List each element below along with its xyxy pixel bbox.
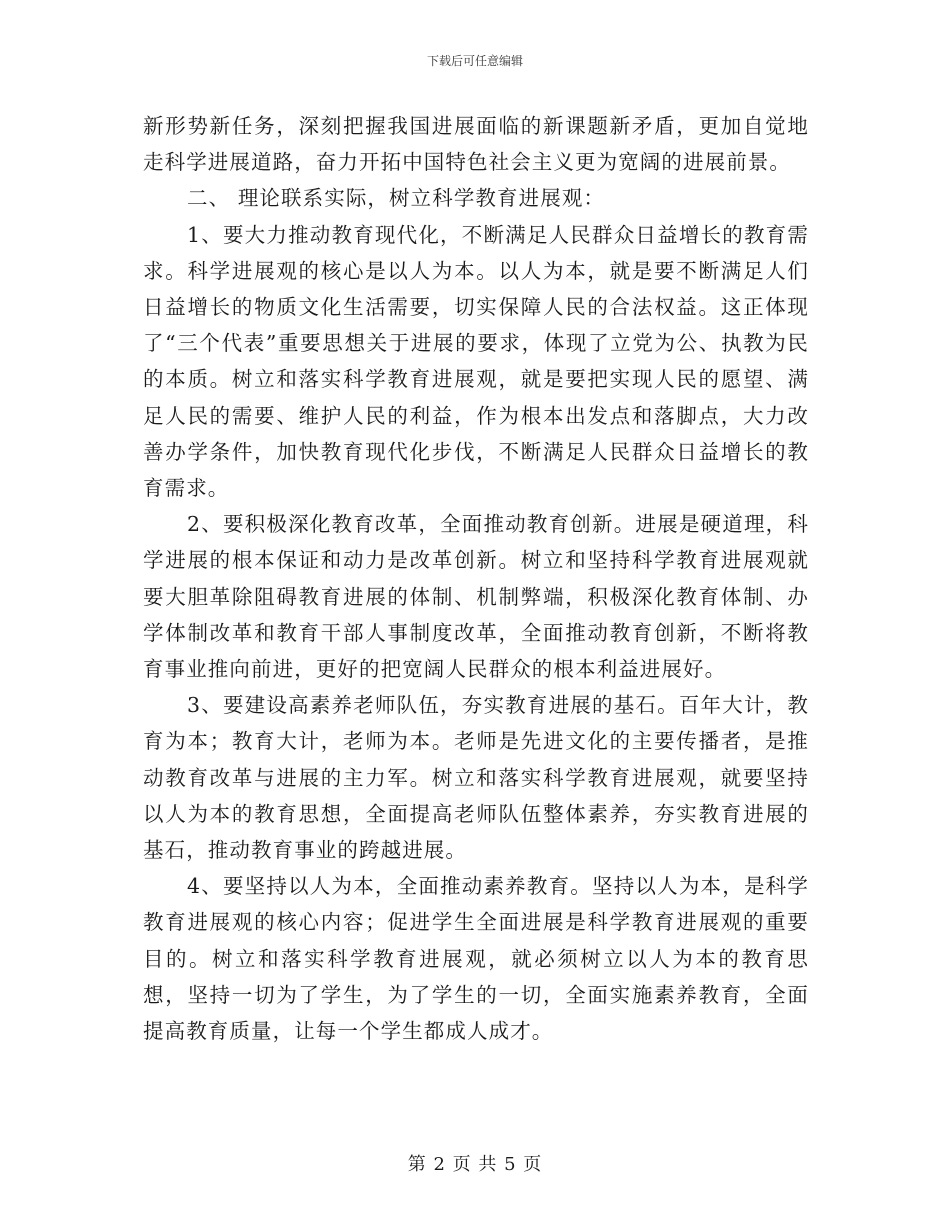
page-header-note: 下载后可任意编辑 <box>426 54 523 68</box>
section-heading: 二、 理论联系实际，树立科学教育进展观： <box>187 186 606 211</box>
document-body <box>143 108 809 1049</box>
paragraph-point-2: 2、要积极深化教育改革，全面推动教育创新。进展是硬道理，科学进展的根本保证和动力是改革创新。树立和坚持科学教育进展观就要大胆革除阻碍教育进展的体制、机制弊端，积极深化教育体制、办学体制改革和教育干部人事制度改革，全面推动教育创新，不断将教育事业推向前进，更好的把宽阔人民群众的根本利益进展好。 <box>143 512 809 682</box>
paragraph-point-1: 1、要大力推动教育现代化，不断满足人民群众日益增长的教育需求。科学进展观的核心是以人为本。以人为本，就是要不断满足人们日益增长的物质文化生活需要，切实保障人民的合法权益。这正体现了“三个代表”重要思想关于进展的要求，体现了立党为公、执教为民的本质。树立和落实科学教育进展观，就是要把实现人民的愿望、满足人民的需要、维护人民的利益，作为根本出发点和落脚点，大力改善办学条件，加快教育现代化步伐，不断满足人民群众日益增长的教育需求。 <box>143 222 809 501</box>
paragraph-point-4: 4、要坚持以人为本，全面推动素养教育。坚持以人为本，是科学教育进展观的核心内容；促进学生全面进展是科学教育进展观的重要目的。树立和落实科学教育进展观，就必须树立以人为本的教育思想，坚持一切为了学生，为了学生的一切，全面实施素养教育，全面提高教育质量，让每一个学生都成人成才。 <box>143 874 809 1044</box>
page-number: 第 2 页 共 5 页 <box>407 1154 543 1175</box>
paragraph-point-3: 3、要建设高素养老师队伍，夯实教育进展的基石。百年大计，教育为本；教育大计，老师为本。老师是先进文化的主要传播者，是推动教育改革与进展的主力军。树立和落实科学教育进展观，就要坚持以人为本的教育思想，全面提高老师队伍整体素养，夯实教育进展的基石，推动教育事业的跨越进展。 <box>143 693 809 863</box>
paragraph-continuation: 新形势新任务，深刻把握我国进展面临的新课题新矛盾，更加自觉地走科学进展道路，奋力开拓中国特色社会主义更为宽阔的进展前景。 <box>143 114 809 175</box>
